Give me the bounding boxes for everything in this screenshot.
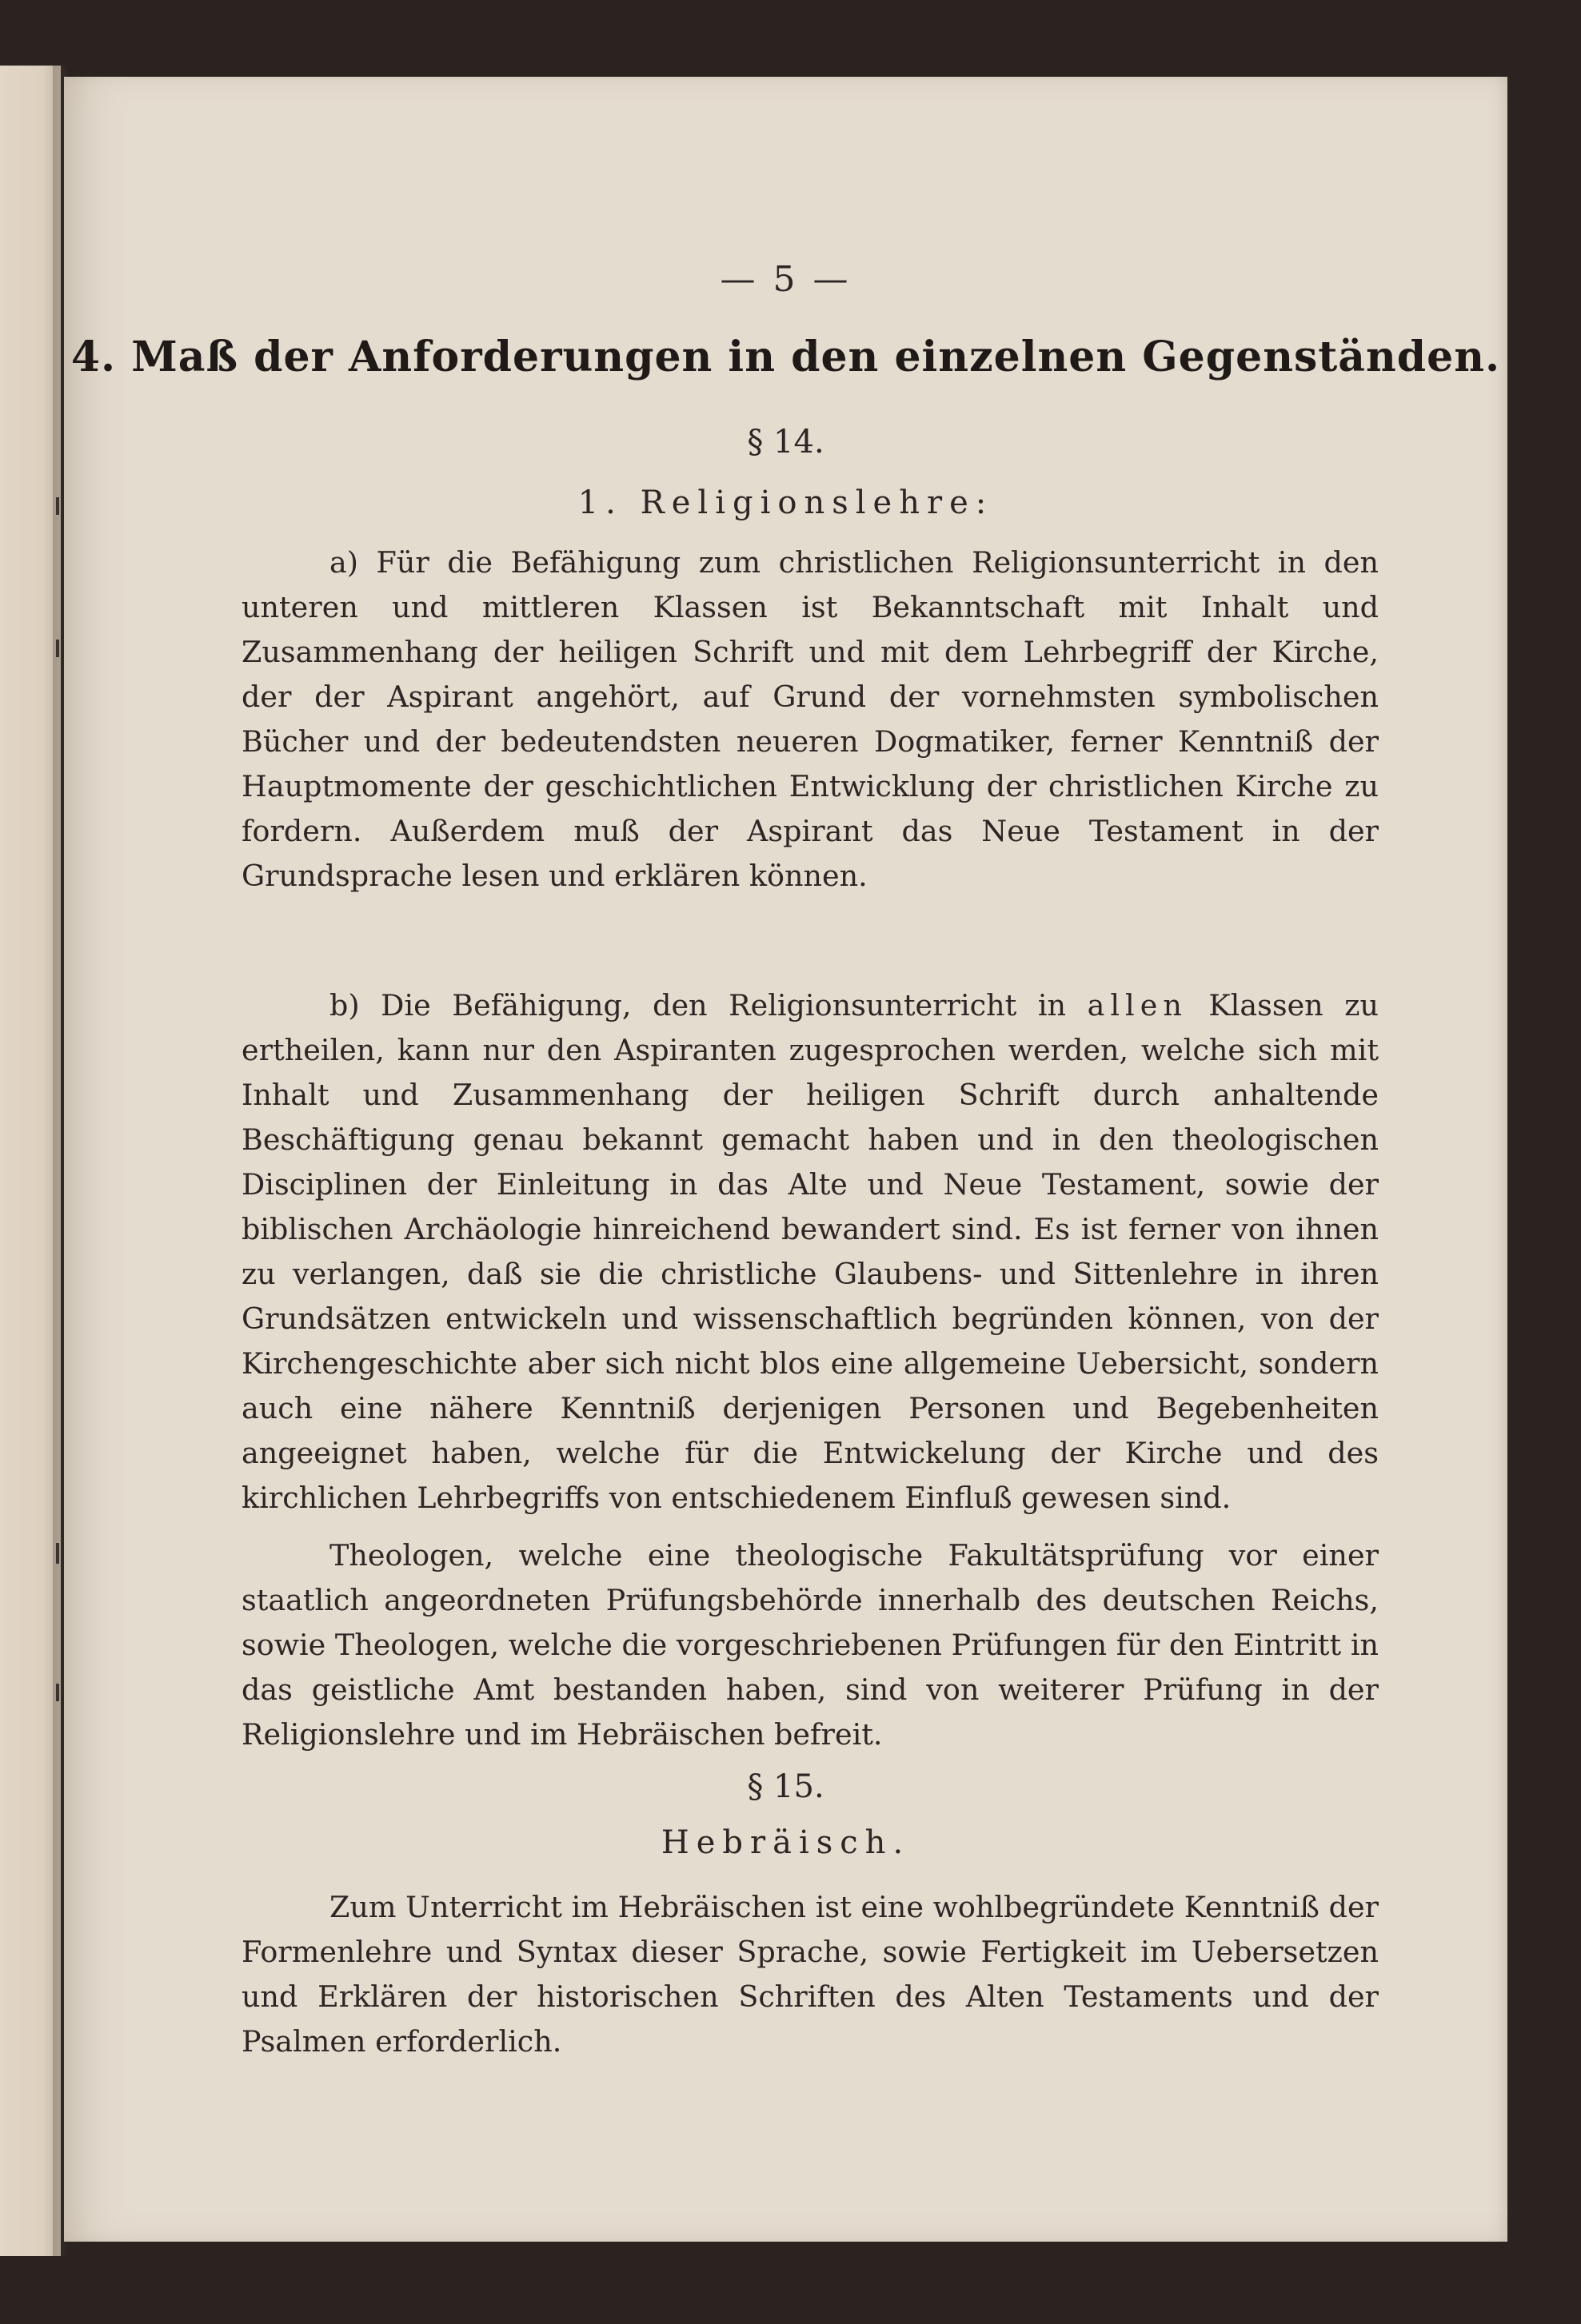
hebrew-subheading: Hebräisch. bbox=[661, 1824, 911, 1861]
paragraph-b-rest: Klassen zu ertheilen, kann nur den Aspiranten zugesprochen werden, welche sich mit Inhalt und Zusammenhang der heiligen Schrift durch anhaltende Beschäftigung genau bekannt gemacht haben und in den theologischen Disciplinen der Einleitung in das Alte und Neue Testament, sowie der biblischen Archäologie hinreichend bewandert sind. Es ist ferner von ihnen zu verlangen, daß sie die christliche Glaubens- und Sittenlehre in ihren Grundsätzen entwickeln und wissenschaftlich begründen können, von der Kirchengeschichte aber sich nicht blos eine allgemeine Uebersicht, sondern auch eine nähere Kenntniß derjenigen Personen und Begebenheiten angeeignet haben, welche für die Entwickelung der Kirche und des kirchlichen Lehrbegriffs von entschiedenem Einfluß gewesen sind. bbox=[242, 988, 1379, 1515]
paragraph-theologians: Theologen, welche eine theologische Fakultätsprüfung vor einer staatlich angeordneten Prüfungsbehörde innerhalb des deutschen Reichs, sowie Theologen, welche die vorgeschriebenen Prüfungen für den Eintritt in das geistliche Amt bestanden haben, sind von weiterer Prüfung in der Religionslehre und im Hebräischen befreit. bbox=[242, 1538, 1379, 1752]
margin-mark bbox=[56, 1543, 59, 1564]
margin-mark bbox=[56, 640, 59, 657]
margin-mark bbox=[56, 497, 59, 515]
religion-subheading: 1. Religionslehre: bbox=[577, 484, 994, 521]
section-heading: 4. Maß der Anforderungen in den einzelnen Gegenständen. bbox=[70, 333, 1501, 381]
paragraph-b-start: b) Die Befähigung, den Religionsunterricht in bbox=[329, 988, 1067, 1022]
paragraph-a: a) Für die Befähigung zum christlichen Religionsunterricht in den unteren und mittleren Klassen ist Bekanntschaft mit Inhalt und Zusammenhang der heiligen Schrift und mit dem Lehrbegriff der Kirche, der der Aspirant angehört, auf Grund der vornehmsten symbolischen Bücher und der bedeutendsten neueren Dogmatiker, ferner Kenntniß der Hauptmomente der geschichtlichen Entwicklung der christlichen Kirche zu fordern. Außerdem muß der Aspirant das Neue Testament in der Grundsprache lesen und erklären können. bbox=[242, 545, 1379, 893]
emphasis-allen: allen bbox=[1087, 988, 1188, 1022]
left-page-edge bbox=[0, 66, 61, 2256]
paragraph-sign-15: § 15. bbox=[747, 1768, 824, 1805]
margin-mark bbox=[56, 1684, 59, 1701]
paragraph-sign-14: § 14. bbox=[747, 424, 824, 460]
paragraph-b bbox=[242, 983, 1379, 1521]
page-number: — 5 — bbox=[720, 259, 852, 300]
paragraph-hebrew: Zum Unterricht im Hebräischen ist eine wohlbegründete Kenntniß der Formenlehre und Syntax dieser Sprache, sowie Fertigkeit im Uebersetzen und Erklären der historischen Schriften des Alten Testaments und der Psalmen erforderlich. bbox=[242, 1890, 1379, 2059]
book-page bbox=[64, 77, 1507, 2242]
